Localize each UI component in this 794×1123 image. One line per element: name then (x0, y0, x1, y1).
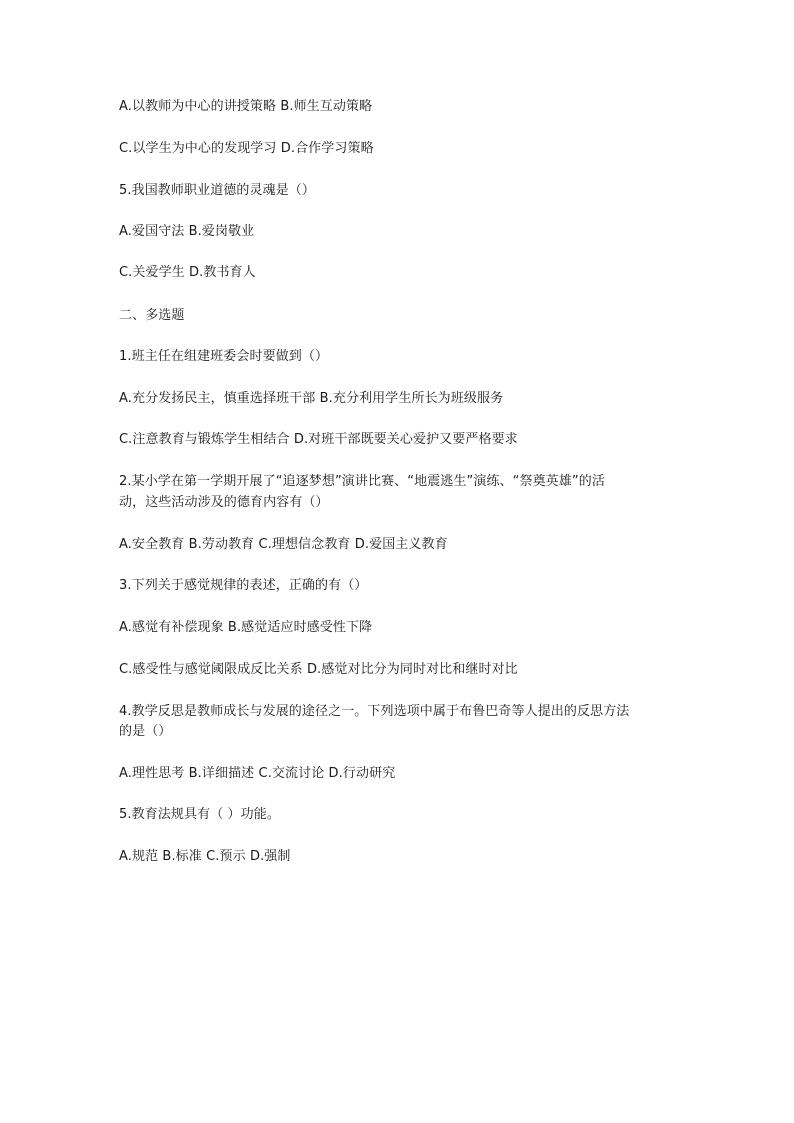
mc1-question: 1.班主任在组建班委会时要做到（） (119, 349, 329, 364)
q5-question: 5.我国教师职业道德的灵魂是（） (119, 183, 316, 198)
mc5-question: 5.教育法规具有（ ）功能。 (119, 807, 280, 822)
mc2-question-line1: 2.某小学在第一学期开展了“追逐梦想”演讲比赛、“地震逃生”演练、“祭奠英雄”的活 (119, 474, 605, 489)
mc1-options-ab: A.充分发扬民主，慎重选择班干部 B.充分利用学生所长为班级服务 (119, 391, 504, 406)
mc4-question-line1: 4.教学反思是教师成长与发展的途径之一。下列选项中属于布鲁巴奇等人提出的反思方法 (119, 704, 630, 719)
mc3-question: 3.下列关于感觉规律的表述，正确的有（） (119, 578, 368, 593)
mc3-options-cd: C.感受性与感觉阈限成反比关系 D.感觉对比分为同时对比和继时对比 (119, 662, 518, 677)
q5-options-cd: C.关爱学生 D.教书育人 (119, 265, 256, 280)
mc4-options: A.理性思考 B.详细描述 C.交流讨论 D.行动研究 (119, 766, 396, 781)
q5-options-ab: A.爱国守法 B.爱岗敬业 (119, 224, 255, 239)
mc4-question-line2: 的是（） (119, 724, 172, 739)
mc5-options: A.规范 B.标准 C.预示 D.强制 (119, 849, 291, 864)
section-heading-multiple-choice: 二、多选题 (119, 308, 185, 323)
mc2-options: A.安全教育 B.劳动教育 C.理想信念教育 D.爱国主义教育 (119, 537, 448, 552)
mc1-options-cd: C.注意教育与锻炼学生相结合 D.对班干部既要关心爱护又要严格要求 (119, 432, 518, 447)
q4-options-ab: A.以教师为中心的讲授策略 B.师生互动策略 (119, 99, 373, 114)
q4-options-cd: C.以学生为中心的发现学习 D.合作学习策略 (119, 141, 374, 156)
mc3-options-ab: A.感觉有补偿现象 B.感觉适应时感受性下降 (119, 620, 373, 635)
mc2-question-line2: 动，这些活动涉及的德育内容有（） (119, 495, 329, 510)
